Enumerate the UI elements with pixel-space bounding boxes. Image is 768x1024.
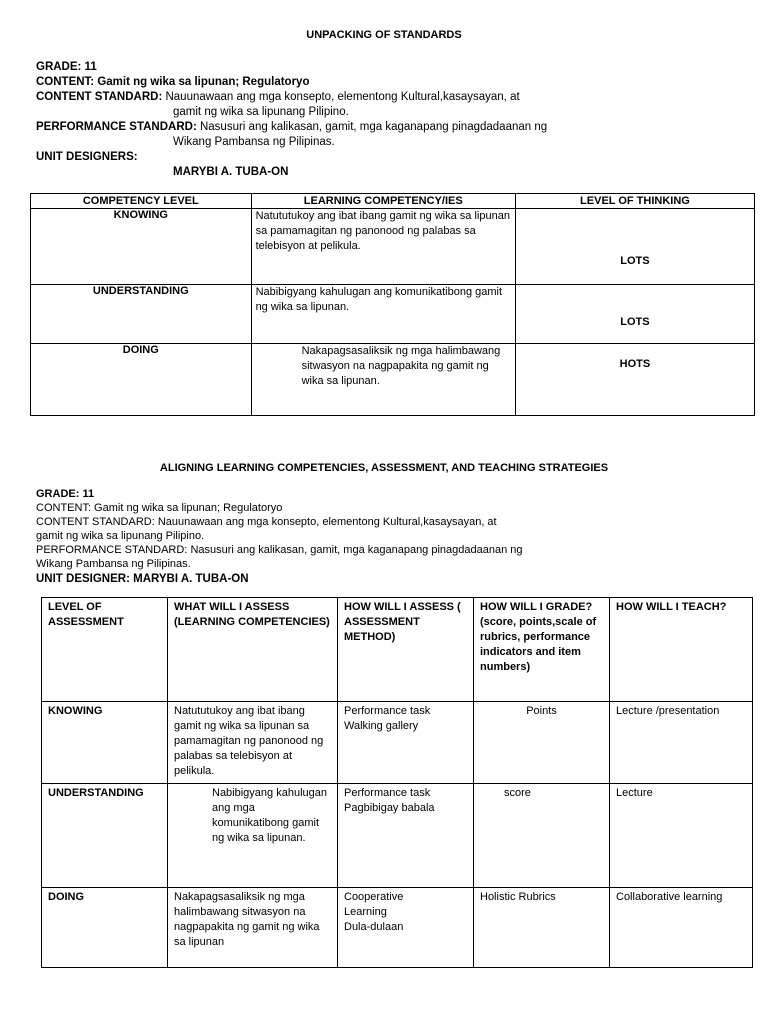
content-standard	[36, 90, 547, 105]
thinking-level-cell: LOTS	[515, 285, 754, 344]
table-header-cell: LEVEL OF ASSESSMENT	[42, 598, 168, 702]
table-header-cell: HOW WILL I GRADE? (score, points,scale of rubrics, performance indicators and item numbers)	[474, 598, 610, 702]
table-header-cell: LEARNING COMPETENCY/IES	[251, 194, 515, 209]
competency-table	[30, 193, 755, 416]
assessment-table	[41, 597, 753, 968]
content-standard-line1: Nauunawaan ang mga konsepto, elementong Kultural,kasaysayan, at	[157, 516, 497, 528]
method-line: Learning	[344, 906, 387, 918]
competency-level-cell: KNOWING	[31, 209, 252, 285]
content-standard	[36, 515, 523, 529]
method-cell	[338, 784, 474, 888]
performance-standard-label: PERFORMANCE STANDARD:	[36, 544, 188, 556]
competency-cell: Nabibigyang kahulugan ang komunikatibong gamit ng wika sa lipunan.	[251, 285, 515, 344]
table-header-cell: COMPETENCY LEVEL	[31, 194, 252, 209]
performance-standard-line1: Nasusuri ang kalikasan, gamit, mga kaganapang pinagdadaanan ng	[199, 121, 548, 133]
table-row	[31, 209, 755, 285]
table-row	[42, 784, 753, 888]
assess-cell: Nakapagsasaliksik ng mga halimbawang sitwasyon na nagpapakita ng gamit ng wika sa lipunan	[168, 888, 338, 968]
thinking-level-cell: LOTS	[515, 209, 754, 285]
thinking-level-cell: HOTS	[515, 344, 754, 416]
assess-cell: Nabibigyang kahulugan ang mga komunikatibong gamit ng wika sa lipunan.	[168, 784, 338, 888]
page-title-unpacking: UNPACKING OF STANDARDS	[306, 29, 462, 41]
table-header-row	[42, 598, 753, 702]
performance-standard-line2: Wikang Pambansa ng Pilipinas.	[36, 558, 191, 570]
performance-standard-line2: Wikang Pambansa ng Pilipinas.	[173, 136, 335, 148]
performance-standard-label: PERFORMANCE STANDARD:	[36, 121, 197, 133]
grade-cell: Holistic Rubrics	[474, 888, 610, 968]
performance-standard	[36, 120, 547, 135]
content-standard-line2: gamit ng wika sa lipunang Pilipino.	[36, 530, 205, 542]
competency-level-cell: DOING	[31, 344, 252, 416]
assess-cell: Natututukoy ang ibat ibang gamit ng wika sa lipunan sa pamamagitan ng panonood ng palabas sa telebisyon at pelikula.	[168, 702, 338, 784]
assessment-level-cell: DOING	[42, 888, 168, 968]
method-line: Dula-dulaan	[344, 921, 404, 933]
table-row	[42, 888, 753, 968]
table-header-cell: WHAT WILL I ASSESS (LEARNING COMPETENCIES)	[168, 598, 338, 702]
performance-standard	[36, 543, 523, 557]
method-line: Cooperative	[344, 891, 404, 903]
method-line: Performance task	[344, 705, 431, 717]
table-row	[31, 344, 755, 416]
grade-cell: Points	[474, 702, 610, 784]
method-line: Pagbibigay babala	[344, 802, 435, 814]
method-line: Performance task	[344, 787, 431, 799]
competency-cell: Nakapagsasaliksik ng mga halimbawang sitwasyon na nagpapakita ng gamit ng wika sa lipunan.	[251, 344, 515, 416]
content-standard-label: CONTENT STANDARD:	[36, 91, 163, 103]
content-label: CONTENT: Gamit ng wika sa lipunan; Regulatoryo	[36, 502, 283, 514]
table-row	[42, 702, 753, 784]
content-standard-line1: Nauunawaan ang mga konsepto, elementong Kultural,kasaysayan, at	[165, 91, 520, 103]
content-standard-label: CONTENT STANDARD:	[36, 516, 155, 528]
content-standard-line2: gamit ng wika sa lipunang Pilipino.	[173, 106, 349, 118]
unit-designer: UNIT DESIGNER: MARYBI A. TUBA-ON	[36, 573, 249, 585]
content-label: CONTENT: Gamit ng wika sa lipunan; Regulatoryo	[36, 76, 310, 88]
teach-cell: Lecture /presentation	[610, 702, 753, 784]
table-header-cell: LEVEL OF THINKING	[515, 194, 754, 209]
teach-cell: Collaborative learning	[610, 888, 753, 968]
aligning-header-block	[36, 487, 523, 586]
unit-designers-label: UNIT DESIGNERS:	[36, 151, 138, 163]
method-line: Walking gallery	[344, 720, 419, 732]
grade-label: GRADE: 11	[36, 488, 95, 500]
competency-level-cell: UNDERSTANDING	[31, 285, 252, 344]
grade-cell: score	[474, 784, 610, 888]
page-title-aligning: ALIGNING LEARNING COMPETENCIES, ASSESSMENT, AND TEACHING STRATEGIES	[159, 462, 609, 474]
designer-name: MARYBI A. TUBA-ON	[173, 166, 289, 178]
assessment-level-cell: KNOWING	[42, 702, 168, 784]
method-cell	[338, 888, 474, 968]
competency-cell: Natututukoy ang ibat ibang gamit ng wika sa lipunan sa pamamagitan ng panonood ng palabas sa telebisyon at pelikula.	[251, 209, 515, 285]
performance-standard-line1: Nasusuri ang kalikasan, gamit, mga kaganapang pinagdadaanan ng	[190, 544, 523, 556]
assessment-level-cell: UNDERSTANDING	[42, 784, 168, 888]
method-cell	[338, 702, 474, 784]
teach-cell: Lecture	[610, 784, 753, 888]
unpacking-header-block	[36, 60, 547, 180]
table-header-cell: HOW WILL I TEACH?	[610, 598, 753, 702]
table-row	[31, 285, 755, 344]
table-header-cell: HOW WILL I ASSESS ( ASSESSMENT METHOD)	[338, 598, 474, 702]
grade-label: GRADE: 11	[36, 61, 97, 73]
table-header-row	[31, 194, 755, 209]
